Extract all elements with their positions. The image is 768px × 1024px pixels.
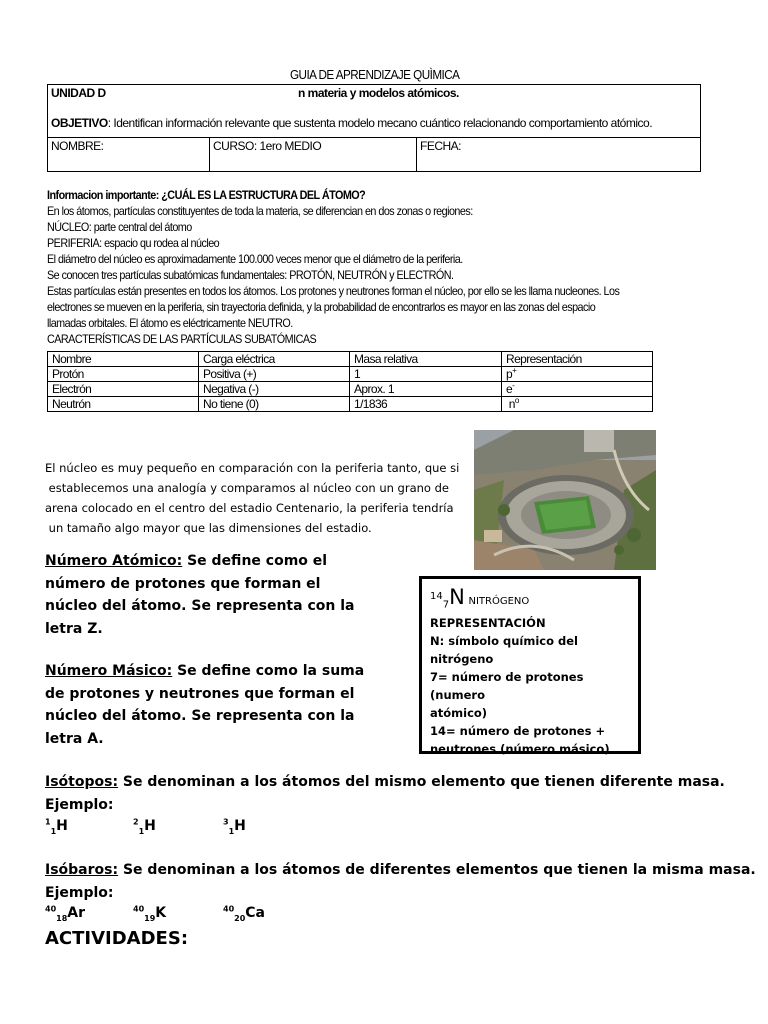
info-line: Se conocen tres partículas subatómicas fundamentales: PROTÓN, NEUTRÓN y ELECTRÓN. (47, 268, 454, 282)
table-cell: 1 (350, 367, 502, 382)
header-table (47, 84, 701, 172)
table-cell: $n^o$ (502, 397, 653, 412)
isotope-example: $^2_1$H (133, 817, 156, 836)
page-title: GUIA DE APRENDIZAJE QUÌMICA (290, 67, 460, 82)
table-cell: Aprox. 1 (350, 382, 502, 397)
isotopos-term: Isótopos: (45, 774, 119, 790)
numero-masico-section: Número Másico: Se define como la suma de protones y neutrones que forman el núcleo del átomo. Se representa con la letra A. (45, 663, 365, 747)
objetivo-label: OBJETIVO (51, 116, 108, 130)
table-cell: Neutrón (48, 397, 199, 412)
table-cell: p+ (502, 367, 653, 382)
table-cell: e- (502, 382, 653, 397)
isotope-example: $^3_1$H (223, 817, 246, 836)
isotopos-examples (45, 816, 246, 836)
isobar-example: $^{40}_{18}$Ar (45, 904, 86, 923)
isobar-example: $^{40}_{20}$Ca (223, 904, 266, 923)
nitrogen-box: $^{14}_7$N NITRÓGENO REPRESENTACIÓN N: símbolo químico del nitrógeno 7= número de protones (numero atómico) 14= número de protones + neutrones (número másico) (419, 576, 641, 754)
info-line: electrones se mueven en la periferia, sin trayectoria definida, y la probabilidad de encontrarlos es mayor en las zonas del espacio (47, 300, 596, 314)
isobaros-examples (45, 903, 265, 923)
table-row (48, 397, 653, 412)
table-header-row (48, 352, 653, 367)
fecha-field: FECHA: (417, 138, 701, 172)
table-cell: Electrón (48, 382, 199, 397)
table-header-cell: Nombre (48, 352, 199, 367)
numero-masico-term: Número Másico: (45, 663, 173, 679)
unidad-label: UNIDAD D (51, 86, 106, 100)
table-row (48, 382, 653, 397)
info-line: PERIFERIA: espacio qu rodea al núcleo (47, 236, 220, 250)
info-line: El diámetro del núcleo es aproximadamente 100.000 veces menor que el diámetro de la periferia. (47, 252, 463, 266)
isotopos-section: Isótopos: Se denominan a los átomos del mismo elemento que tienen diferente masa. Ejemplo: (45, 774, 725, 813)
table-row (48, 367, 653, 382)
info-line: Estas partículas están presentes en todos los átomos. Los protones y neutrones forman el núcleo, por ello se les llama nucleones. Los (47, 284, 620, 298)
isobar-example: $^{40}_{19}$K (133, 904, 167, 923)
table-cell: 1/1836 (350, 397, 502, 412)
stadium-photo (474, 430, 656, 570)
table-header-cell: Representación (502, 352, 653, 367)
nucleus-paragraph: El núcleo es muy pequeño en comparación con la periferia tanto, que si establecemos una analogía y comparamos al núcleo con un grano de arena colocado en el centro del estadio Centenario, la periferia tendría un tamaño algo mayor que las dimensiones del estadio. (45, 461, 460, 535)
info-line: CARACTERÍSTICAS DE LAS PARTÍCULAS SUBATÓMICAS (47, 332, 317, 346)
info-line: NÚCLEO: parte central del átomo (47, 220, 192, 234)
nombre-field: NOMBRE: (48, 138, 210, 172)
unidad-value: n materia y modelos atómicos. (298, 86, 459, 100)
activities-heading: ACTIVIDADES: (45, 928, 189, 949)
particles-table (47, 351, 653, 412)
nitrogen-heading: REPRESENTACIÓN (430, 616, 546, 630)
table-header-cell: Masa relativa (350, 352, 502, 367)
numero-atomico-term: Número Atómico: (45, 553, 183, 569)
info-heading: Informacion importante: ¿CUÁL ES LA ESTRUCTURA DEL ÁTOMO? (47, 188, 366, 202)
info-line: En los átomos, partículas constituyentes de toda la materia, se diferencian en dos zonas o regiones: (47, 204, 473, 218)
table-cell: Protón (48, 367, 199, 382)
objetivo-text: : Identifican información relevante que sustenta modelo mecano cuántico relacionando comportamiento atómico. (107, 116, 653, 130)
info-section (47, 187, 619, 347)
isotope-example: $^1_1$H (45, 817, 68, 836)
numero-atomico-section: Número Atómico: Se define como el número de protones que forman el núcleo del átomo. Se representa con la letra Z. (45, 553, 355, 637)
table-header-cell: Carga eléctrica (199, 352, 350, 367)
isobaros-section: Isóbaros: Se denominan a los átomos de diferentes elementos que tienen la misma masa. Ejemplo: (45, 862, 756, 901)
table-cell: Positiva (+) (199, 367, 350, 382)
nitrogen-notation: $^{14}_7$N NITRÓGENO (430, 585, 530, 611)
table-cell: Negativa (-) (199, 382, 350, 397)
table-cell: No tiene (0) (199, 397, 350, 412)
isobaros-term: Isóbaros: (45, 862, 119, 878)
curso-field: CURSO: 1ero MEDIO (210, 138, 417, 172)
info-line: llamadas orbitales. El átomo es eléctricamente NEUTRO. (47, 316, 293, 330)
